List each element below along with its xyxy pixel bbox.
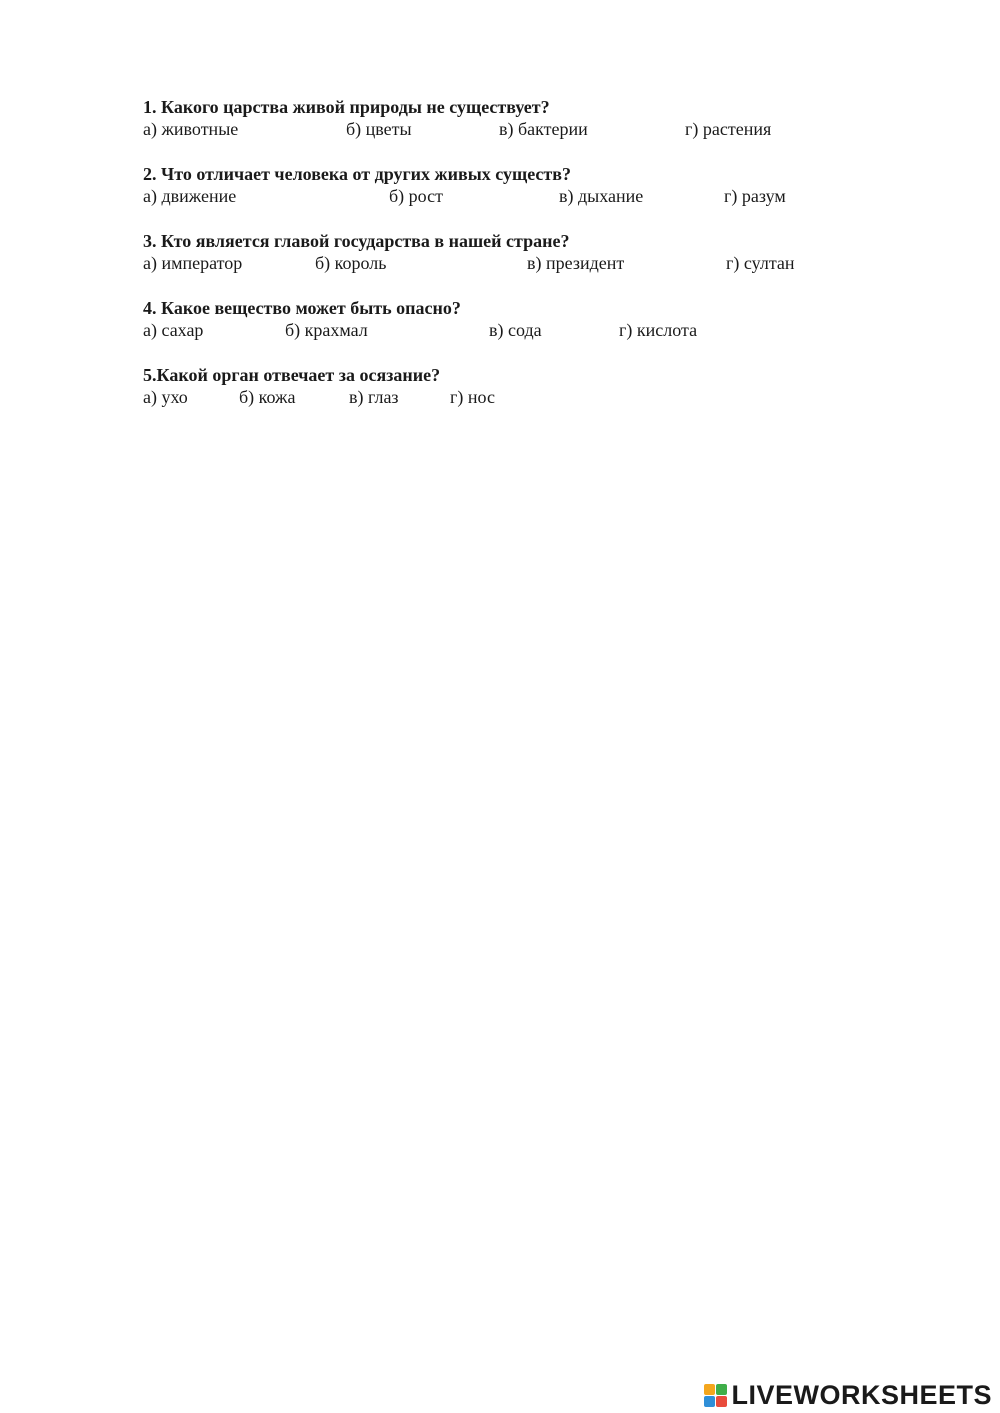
question-5 (143, 364, 903, 409)
answer-option-g: г) кислота (619, 320, 698, 340)
answer-option-b: б) цветы (346, 119, 412, 139)
answer-option-a: а) ухо (143, 387, 188, 407)
answer-option-v: в) сода (489, 320, 542, 340)
answer-option-g: г) растения (685, 119, 772, 139)
question-2 (143, 163, 903, 208)
answer-option-v: в) глаз (349, 387, 399, 407)
answer-options (143, 252, 903, 275)
logo-tile (704, 1396, 715, 1407)
answer-option-a: а) движение (143, 186, 237, 206)
answer-option-b: б) рост (389, 186, 443, 206)
answer-option-g: г) нос (450, 387, 495, 407)
answer-option-g: г) разум (724, 186, 786, 206)
answer-options (143, 386, 903, 409)
question-title: 5.Какой орган отвечает за осязание? (143, 365, 441, 385)
answer-option-b: б) крахмал (285, 320, 368, 340)
answer-option-b: б) король (315, 253, 387, 273)
answer-options (143, 185, 903, 208)
question-title: 1. Какого царства живой природы не существует? (143, 97, 550, 117)
question-4 (143, 297, 903, 342)
answer-option-b: б) кожа (239, 387, 296, 407)
logo-tile (716, 1384, 727, 1395)
answer-options (143, 118, 903, 141)
answer-option-v: в) дыхание (559, 186, 644, 206)
answer-options (143, 319, 903, 342)
answer-option-a: а) император (143, 253, 243, 273)
answer-option-v: в) президент (527, 253, 625, 273)
answer-option-v: в) бактерии (499, 119, 588, 139)
question-title: 2. Что отличает человека от других живых существ? (143, 164, 571, 184)
question-1 (143, 96, 903, 141)
liveworksheets-brand (704, 1381, 992, 1409)
logo-tile (704, 1384, 715, 1395)
answer-option-a: а) животные (143, 119, 239, 139)
answer-option-a: а) сахар (143, 320, 204, 340)
worksheet (143, 96, 903, 431)
liveworksheets-logo-icon (704, 1384, 727, 1407)
question-3 (143, 230, 903, 275)
question-title: 3. Кто является главой государства в нашей стране? (143, 231, 570, 251)
answer-option-g: г) султан (726, 253, 795, 273)
brand-wordmark: LIVEWORKSHEETS (731, 1380, 992, 1410)
logo-tile (716, 1396, 727, 1407)
question-title: 4. Какое вещество может быть опасно? (143, 298, 461, 318)
